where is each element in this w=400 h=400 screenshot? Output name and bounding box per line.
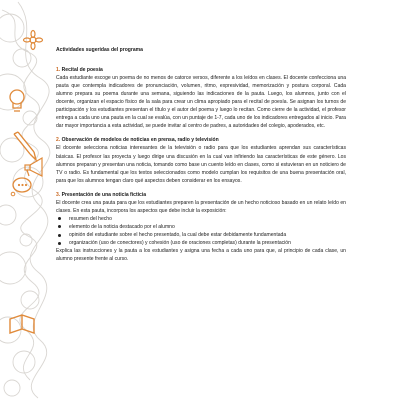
list-item: opinión del estudiante sobre el hecho presentado, la cual debe estar debidamente fundamentada (56, 231, 346, 239)
activity-section-3 (56, 191, 346, 263)
section-heading-text: Recital de poesía (61, 67, 103, 74)
section-heading-text: Presentación de una noticia ficticia (61, 191, 147, 198)
section-number: 2. (56, 137, 61, 144)
section-intro: El docente crea una pauta para que los estudiantes preparen la presentación de un hecho noticioso basado en un relato leído en clases. En esta pauta, incorpora los aspectos que debe incluir la exposición: (56, 199, 346, 214)
section-number: 1. (56, 67, 61, 74)
section-paragraph: El docente selecciona noticias interesantes de la televisión o radio para que los estudiantes aprendan sus características básicas. El profesor las proyecta y luego dirige una discusión en la cual van infiriendo las características de este género. Los alumnos preparan y presentan una noticia, tomando como base un cuento leído en clases, como si estuvieran en un noticiero de TV o radio. Es fundamental que los textos seleccionados como modelo cumplan los requisitos de una buena presentación oral, para que los alumnos tengan claro qué aspectos deben considerar en los ensayos. (56, 145, 346, 184)
list-item: resumen del hecho (56, 215, 346, 223)
lightbulb-icon (10, 90, 24, 111)
section-outro: Explica las instrucciones y la pauta a los estudiantes y asigna una fecha a cada uno para que, al principio de cada clase, un alumno presente frente al curso. (56, 248, 346, 263)
swirl-pattern (0, 2, 50, 398)
section-heading (56, 191, 346, 199)
activity-section-2 (56, 136, 346, 184)
section-heading-text: Observación de modelos de noticias en prensa, radio y televisión (61, 137, 219, 144)
book-icon (10, 315, 34, 333)
document-title: Actividades sugeridas del programa (56, 47, 143, 53)
section-heading (56, 66, 346, 74)
document-body (56, 46, 346, 269)
criteria-list (56, 215, 346, 247)
section-heading (56, 136, 346, 144)
list-item: elemento de la noticia destacado por el alumno (56, 223, 346, 231)
list-item: organización (uso de conectores) y cohesión (uso de oraciones completas) durante la presentación (56, 239, 346, 247)
section-paragraph: Cada estudiante escoge un poema de no menos de catorce versos, diferente a los leídos en clases. El docente confecciona una pauta que contempla indicadores de pronunciación, volumen, ritmo, expresividad, memorización y postura corporal. Cada alumno prepara su poema durante una semana, siguiendo las indicaciones de la pauta. Luego, los alumnos, junto con el docente, organizan el espacio físico de la sala para crear un clima apropiado para el recital de poesía. Se asignan los turnos de participación y los estudiantes presentan el título y el autor del poema y luego lo recitan. Como cierre de la actividad, el profesor entrega a cada uno una pauta en la cual se evalúa, con un puntaje de 1-7, cada uno de los indicadores entregados al inicio. Para dar mayor importancia a esta actividad, se puede invitar al centro de padres, a autoridades del colegio, apoderados, etc. (56, 75, 346, 130)
activity-section-1 (56, 66, 346, 130)
section-number: 3. (56, 191, 61, 198)
